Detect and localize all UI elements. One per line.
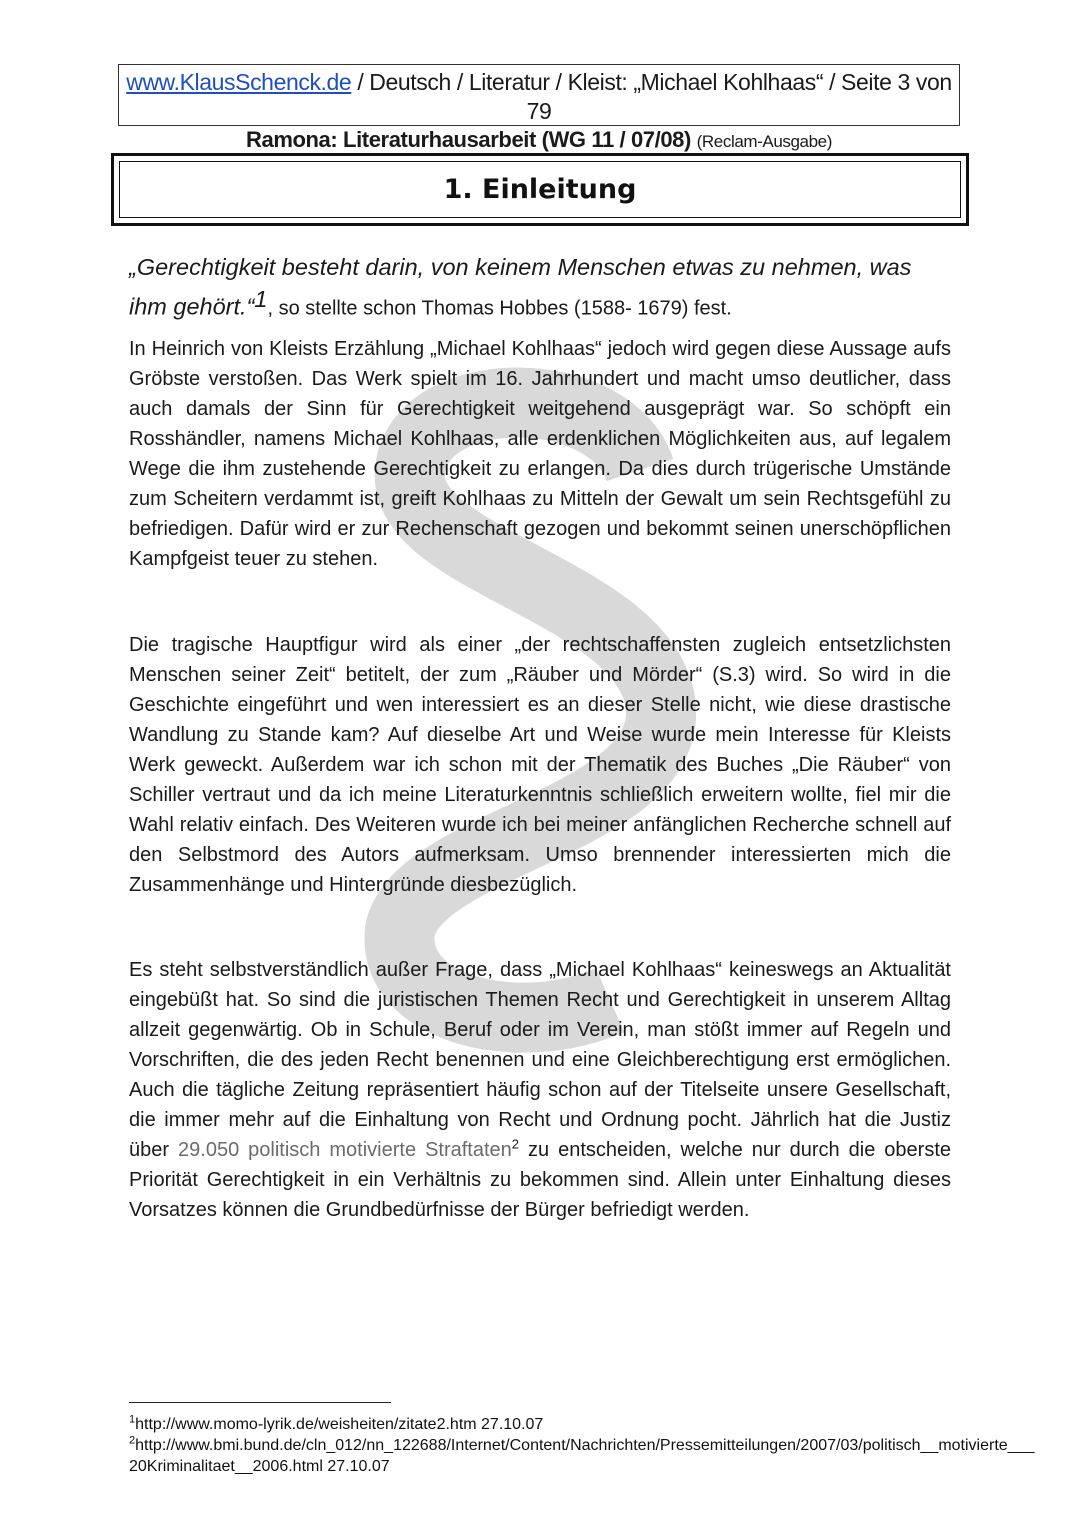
header-path: / Deutsch / Literatur / Kleist: „Michael Kohlhaas“ / Seite 3 von 79 [351,69,952,124]
footnote-number: 1 [129,1413,136,1426]
header-edition: (Reclam-Ausgabe) [696,132,832,151]
footnote-divider [129,1402,391,1403]
footnotes [129,1413,1035,1477]
paragraph-3 [129,955,951,1225]
footnote-1 [129,1414,969,1435]
header-line-2 [119,126,959,156]
section-title: 1. Einleitung [443,174,637,205]
document-header [118,64,960,152]
paragraph-1: In Heinrich von Kleists Erzählung „Michael Kohlhaas“ jedoch wird gegen diese Aussage aufs Gröbste verstoßen. Das Werk spielt im 16. Jahrhundert und macht umso deutlicher, dass auch damals der Sinn für Gerechtigkeit weitgehend ausgeprägt war. So schöpft ein Rosshändler, namens Michael Kohlhaas, alle erdenklichen Möglichkeiten aus, auf legalem Wege die ihm zustehende Gerechtigkeit zu erlangen. Da dies durch trügerische Umstände zum Scheitern verdammt ist, greift Kohlhaas zu Mitteln der Gewalt um sein Rechtsgefühl zu befriedigen. Dafür wird er zur Rechenschaft gezogen und bekommt seinen unerschöpflichen Kampfgeist teuer zu stehen. [129,338,951,570]
footnote-ref-1: 1 [254,286,268,312]
footnote-link[interactable]: http://www.momo-lyrik.de/weisheiten/zitate2.htm 27.10.07 [135,1416,544,1433]
paragraph-3-part-b: zu entscheiden, welche nur durch die oberste Priorität Gerechtigkeit in ein Verhältnis zu bekommen sind. Allein unter Einhaltung dieses Vorsatzes können die Grundbedürfnisse der Bürger befriedigt werden. [129,1139,952,1221]
footnote-2 [129,1434,1035,1477]
paragraph-2: Die tragische Hauptfigur wird als einer „der rechtschaffensten zugleich entsetzlichsten Menschen seiner Zeit“ betitelt, der zum „Räuber und Mörder“ (S.3) wird. So wird in die Geschichte eingeführt und wen interessiert es an dieser Stelle nicht, wie diese drastische Wandlung zu Stande kam? Auf dieselbe Art und Weise wurde mein Interesse für Kleists Werk geweckt. Außerdem war ich schon mit der Thematik des Buches „Die Räuber“ von Schiller vertraut und da ich meine Literaturkenntnis schließlich erweitern wollte, fiel mir die Wahl relativ einfach. Des Weiteren wurde ich bei meiner anfänglichen Recherche schnell auf den Selbstmord des Autors aufmerksam. Umso brennender interessierten mich die Zusammenhänge und Hintergründe diesbezüglich. [129,634,951,896]
header-subtitle: Ramona: Literaturhausarbeit (WG 11 / 07/08) [246,127,691,152]
title-frame [111,153,969,226]
statistic-text: 29.050 politisch motivierte Straftaten [178,1139,512,1161]
quote-text: „Gerechtigkeit besteht darin, von keinem Menschen etwas zu nehmen, was ihm gehört.“ [129,254,912,320]
title-inner-frame [119,161,961,218]
opening-quote [129,252,951,324]
footnote-number: 2 [129,1434,136,1447]
quote-attribution: , so stellte schon Thomas Hobbes (1588- 1679) fest. [267,297,732,320]
paragraph-3-part-a: Es steht selbstverständlich außer Frage, dass „Michael Kohlhaas“ keineswegs an Aktualität eingebüßt hat. So sind die juristischen Themen Recht und Gerechtigkeit in unserem Alltag allzeit gegenwärtig. Ob in Schule, Beruf oder im Verein, man stößt immer auf Regeln und Vorschriften, die des jeden Recht benennen und eine Gleichberechtigung erst ermöglichen. Auch die tägliche Zeitung repräsentiert häufig schon auf der Titelseite unsere Gesellschaft, die immer mehr auf die Einhaltung von Recht und Ordnung pocht. Jährlich hat die Justiz über [129,959,951,1161]
footnote-ref-2: 2 [511,1136,520,1152]
site-link[interactable]: www.KlausSchenck.de [126,69,352,95]
header-line-1 [119,68,959,126]
footnote-link[interactable]: http://www.bmi.bund.de/cln_012/nn_122688/Internet/Content/Nachrichten/Pressemitteilungen/2007/03/politisch__motivierte___ 20Kriminalitaet__2006.html 27.10.07 [129,1437,1035,1475]
